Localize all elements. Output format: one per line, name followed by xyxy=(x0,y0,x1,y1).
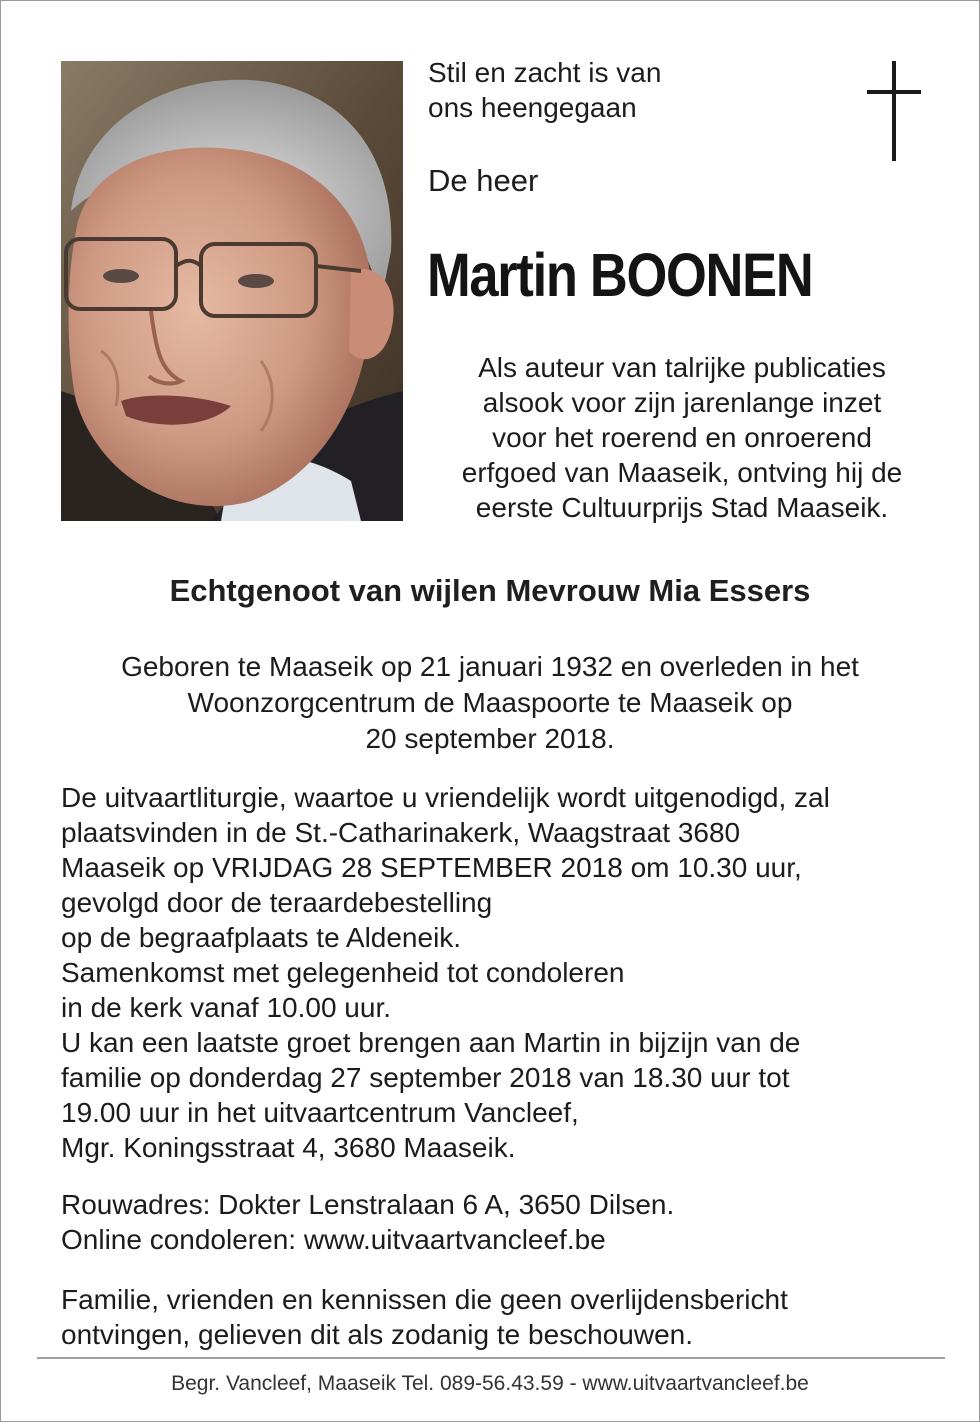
funeral-line: De uitvaartliturgie, waartoe u vriendelijk wordt uitgenodigd, zal xyxy=(61,782,830,813)
funeral-line: gevolgd door de teraardebestelling xyxy=(61,887,493,918)
intro-line: ons heengegaan xyxy=(428,92,637,123)
funeral-line: 19.00 uur in het uitvaartcentrum Vancleef, xyxy=(61,1097,579,1128)
birth-line: 20 september 2018. xyxy=(365,723,615,754)
funeral-line: in de kerk vanaf 10.00 uur. xyxy=(61,992,391,1023)
latin-cross-icon xyxy=(863,61,925,161)
condolence-link[interactable]: Online condoleren: www.uitvaartvancleef.be xyxy=(61,1224,606,1255)
funeral-details xyxy=(61,780,941,1165)
closing-line: Familie, vrienden en kennissen die geen overlijdensbericht xyxy=(61,1284,788,1315)
deceased-name: Martin BOONEN xyxy=(427,241,813,309)
mourning-address xyxy=(61,1187,674,1257)
funeral-line: Samenkomst met gelegenheid tot condoleren xyxy=(61,957,625,988)
intro-text xyxy=(428,55,848,125)
closing-note xyxy=(61,1282,788,1352)
funeral-line: op de begraafplaats te Aldeneik. xyxy=(61,922,462,953)
funeral-line: Maaseik op VRIJDAG 28 SEPTEMBER 2018 om 10.30 uur, xyxy=(61,852,802,883)
closing-line: ontvingen, gelieven dit als zodanig te beschouwen. xyxy=(61,1319,693,1350)
birth-line: Woonzorgcentrum de Maaspoorte te Maaseik op xyxy=(187,687,793,718)
tribute-line: erfgoed van Maaseik, ontving hij de xyxy=(461,457,903,488)
birth-line: Geboren te Maaseik op 21 januari 1932 en overleden in het xyxy=(121,651,859,682)
funeral-line: familie op donderdag 27 september 2018 van 18.30 uur tot xyxy=(61,1062,790,1093)
portrait-illustration xyxy=(61,61,403,521)
funeral-home-footer: Begr. Vancleef, Maaseik Tel. 089-56.43.59 - www.uitvaartvancleef.be xyxy=(171,1372,809,1395)
address-line: Rouwadres: Dokter Lenstralaan 6 A, 3650 Dilsen. xyxy=(61,1189,675,1220)
funeral-line: plaatsvinden in de St.-Catharinakerk, Waagstraat 3680 xyxy=(61,817,741,848)
funeral-line: Mgr. Koningsstraat 4, 3680 Maaseik. xyxy=(61,1132,516,1163)
portrait-photo xyxy=(61,61,403,521)
tribute-line: eerste Cultuurprijs Stad Maaseik. xyxy=(475,492,889,523)
funeral-line: U kan een laatste groet brengen aan Martin in bijzijn van de xyxy=(61,1027,801,1058)
intro-line: Stil en zacht is van xyxy=(428,57,662,88)
tribute-line: voor het roerend en onroerend xyxy=(492,422,872,453)
salutation: De heer xyxy=(428,163,539,198)
footer-divider xyxy=(37,1357,945,1359)
tribute-line: alsook voor zijn jarenlange inzet xyxy=(482,387,882,418)
spouse-line: Echtgenoot van wijlen Mevrouw Mia Essers xyxy=(169,573,811,608)
tribute-line: Als auteur van talrijke publicaties xyxy=(478,352,886,383)
tribute-text xyxy=(419,350,945,525)
birth-death-text xyxy=(1,649,979,757)
